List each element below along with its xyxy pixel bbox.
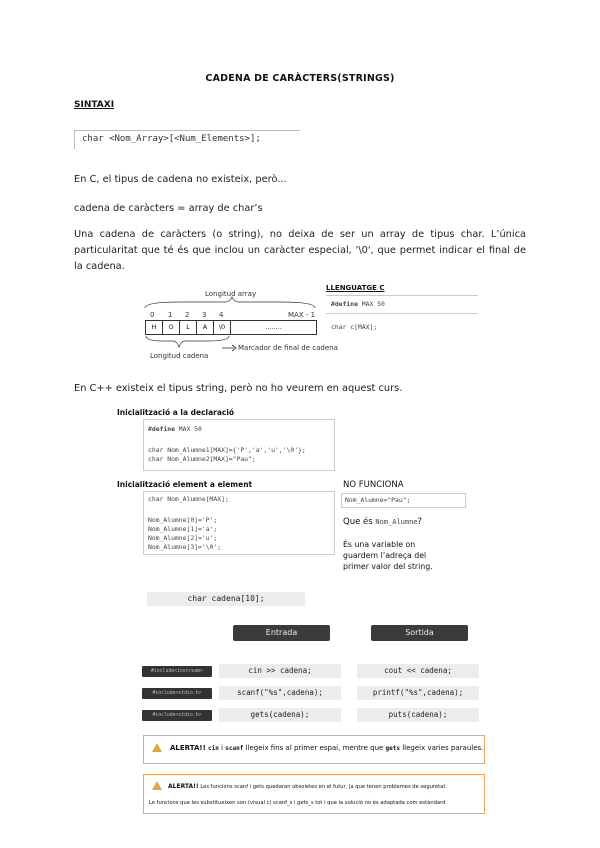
index-0: 0	[150, 311, 155, 319]
page-title: CADENA DE CARÀCTERS(STRINGS)	[205, 73, 395, 84]
init-element-line4: Nom_Alumne[3]='\0';	[148, 543, 222, 551]
init-declaration-line1: char Nom_Alumne1[MAX]={'P','a','u','\0'};	[148, 446, 306, 454]
warning-icon	[152, 743, 162, 752]
paragraph-cpp-string: En C++ existeix el tipus string, però no ho veurem en aquest curs.	[74, 383, 403, 394]
lang-c-heading: LLENGUATGE C	[326, 284, 385, 292]
array-cell-2: L	[179, 320, 197, 335]
array-cell-3: A	[196, 320, 214, 335]
init-element-line2: Nom_Alumne[1]='a';	[148, 525, 218, 533]
warning-icon	[152, 781, 162, 790]
cadena-declaration: char cadena[10];	[147, 592, 305, 606]
marker-arrow-icon	[222, 344, 238, 352]
input-code: cin >> cadena;	[219, 664, 341, 678]
init-declaration-heading: Inicialització a la declaració	[117, 408, 235, 417]
index-2: 2	[185, 311, 190, 319]
init-element-line1: Nom_Alumne[0]='P';	[148, 516, 218, 524]
answer-text: És una variable on guardem l’adreça del primer valor del string.	[343, 540, 433, 571]
divider	[326, 295, 478, 296]
sortida-header: Sortida	[371, 625, 468, 641]
question-text: Que és Nom_Alumne?	[343, 517, 423, 527]
include-tag: #include<stdio.h>	[142, 710, 212, 721]
syntax-code: char <Nom_Array>[<Num_Elements>];	[82, 134, 261, 144]
include-tag: #include<stdio.h>	[142, 688, 212, 699]
index-1: 1	[168, 311, 173, 319]
entrada-header: Entrada	[233, 625, 330, 641]
paragraph-char-array: cadena de caràcters = array de char’s	[74, 203, 263, 214]
lang-c-define: #define MAX 50	[331, 300, 385, 308]
alert-box-2	[143, 774, 485, 814]
output-code: printf("%s",cadena);	[357, 686, 479, 700]
array-cell-4: \0	[213, 320, 231, 335]
init-declaration-line2: char Nom_Alumne2[MAX]="Pau";	[148, 455, 256, 463]
alert-2-line1: ALERTA!! Les funcions scanf i gets quedaran obsoletes en el futur, ja que tenen problemes de seguretat.	[168, 783, 448, 790]
index-3: 3	[202, 311, 207, 319]
init-declaration-define: #define MAX 50	[148, 425, 202, 433]
alert-1-text: ALERTA!! cin i scanf llegeix fins al primer espai, mentre que gets llegeix varies paraules.	[170, 744, 484, 752]
include-tag: #include<iostream>	[142, 666, 212, 677]
string-length-label: Longitud cadena	[150, 352, 209, 360]
array-cell-0: H	[145, 320, 163, 335]
input-code: gets(cadena);	[219, 708, 341, 722]
end-marker-label: Marcador de final de cadena	[238, 344, 338, 352]
no-funciona-code: Nom_Alumne="Pau";	[345, 496, 411, 504]
paragraph-c-no-string: En C, el tipus de cadena no existeix, però...	[74, 174, 287, 185]
init-element-line0: char Nom_Alumne[MAX];	[148, 495, 229, 503]
init-element-line3: Nom_Alumne[2]='u';	[148, 534, 218, 542]
divider	[326, 313, 478, 314]
array-brace	[140, 296, 320, 310]
syntax-heading: SINTAXI	[74, 100, 115, 110]
array-cell-rest: ........	[230, 320, 317, 335]
alert-2-line2: Le funcions que les substitueixen son (visual c) scanf_s i gets_s tot i que la solució no és adaptada com estàndard	[149, 800, 446, 806]
init-element-heading: Inicialització element a element	[117, 480, 253, 489]
index-4: 4	[219, 311, 224, 319]
index-max: MAX - 1	[288, 311, 316, 319]
array-cell-1: O	[162, 320, 180, 335]
syntax-code-box	[74, 130, 300, 149]
alert-box-1	[143, 735, 485, 764]
lang-c-decl: char c[MAX];	[331, 323, 378, 331]
paragraph-string-definition: Una cadena de caràcters (o string), no deixa de ser un array de tipus char. L’única particularitat que té és que inclou un caràcter especial, '\0', que permet indicar el final de la cadena.	[74, 229, 526, 272]
array-length-label: Longitud array	[205, 290, 257, 298]
no-funciona-heading: NO FUNCIONA	[343, 480, 404, 490]
output-code: cout << cadena;	[357, 664, 479, 678]
output-code: puts(cadena);	[357, 708, 479, 722]
input-code: scanf("%s",cadena);	[219, 686, 341, 700]
